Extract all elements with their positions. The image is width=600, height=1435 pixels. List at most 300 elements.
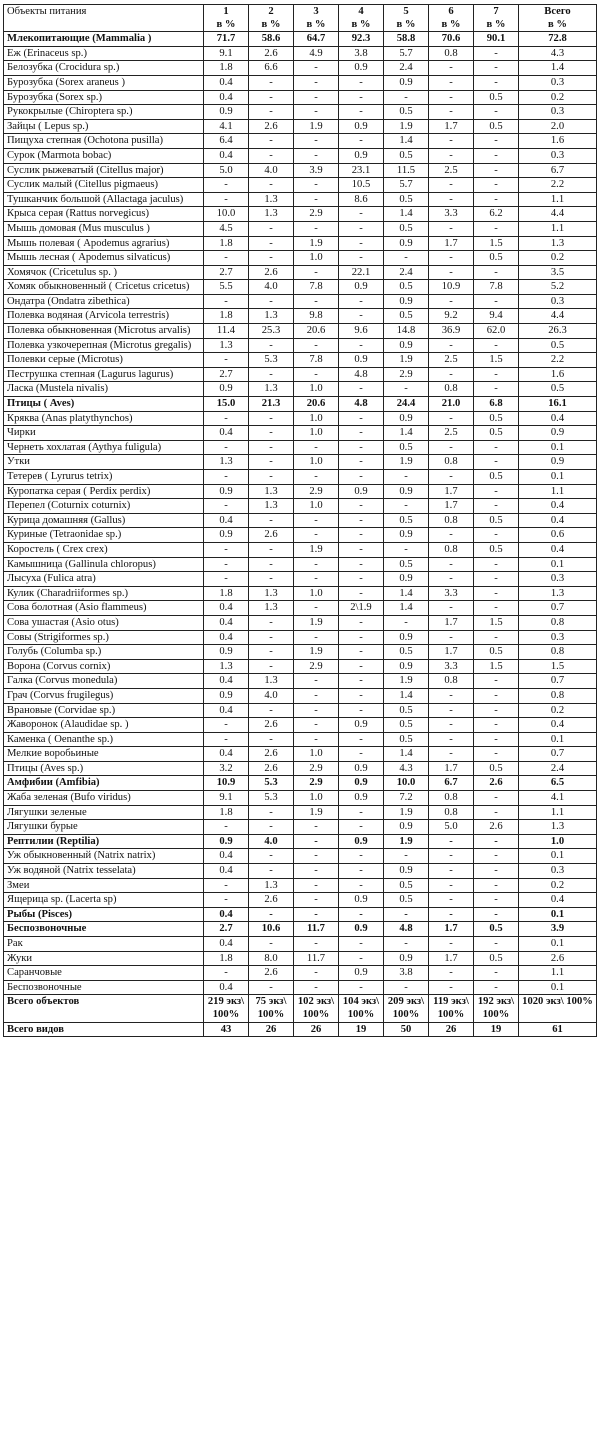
cell-value: 1.5 <box>474 353 519 368</box>
table-row <box>4 586 597 601</box>
cell-value: 1.7 <box>429 761 474 776</box>
cell-value: 4.8 <box>339 367 384 382</box>
cell-value: 0.8 <box>429 674 474 689</box>
cell-value: - <box>474 134 519 149</box>
cell-value: 23.1 <box>339 163 384 178</box>
cell-total: 0.4 <box>519 718 597 733</box>
cell-total: 0.8 <box>519 645 597 660</box>
cell-total: 0.4 <box>519 513 597 528</box>
cell-value: - <box>339 732 384 747</box>
cell-value: 0.5 <box>384 732 429 747</box>
row-label: Саранчовые <box>4 966 204 981</box>
row-label: Коростель ( Crex crex) <box>4 542 204 557</box>
cell-value: 5.3 <box>249 791 294 806</box>
cell-value: 3.3 <box>429 207 474 222</box>
cell-value: - <box>294 75 339 90</box>
cell-value: 7.8 <box>474 280 519 295</box>
cell-value: 1.7 <box>429 119 474 134</box>
cell-value: 1.4 <box>384 207 429 222</box>
cell-value: - <box>429 61 474 76</box>
cell-value: 20.6 <box>294 397 339 412</box>
cell-total: 0.2 <box>519 90 597 105</box>
cell-total: 1.1 <box>519 221 597 236</box>
row-label: Всего объектов <box>4 995 204 1022</box>
cell-value: 4.0 <box>249 834 294 849</box>
table-row <box>4 397 597 412</box>
cell-value: 119 экз\ 100% <box>429 995 474 1022</box>
cell-value: 1.0 <box>294 791 339 806</box>
cell-value: 1.4 <box>384 688 429 703</box>
cell-value: - <box>294 718 339 733</box>
cell-value: 192 экз\ 100% <box>474 995 519 1022</box>
cell-value: 1.9 <box>294 119 339 134</box>
row-label: Жаба зеленая (Bufo viridus) <box>4 791 204 806</box>
cell-value: 1.5 <box>474 615 519 630</box>
cell-value: - <box>474 718 519 733</box>
cell-value: - <box>339 294 384 309</box>
row-label: Ящерица sp. (Lacerta sp) <box>4 893 204 908</box>
cell-total: 61 <box>519 1022 597 1037</box>
table-row <box>4 791 597 806</box>
cell-value: - <box>429 90 474 105</box>
cell-total: 1.3 <box>519 236 597 251</box>
cell-value: - <box>474 46 519 61</box>
cell-value: 102 экз\ 100% <box>294 995 339 1022</box>
cell-value: - <box>429 601 474 616</box>
cell-value: 5.0 <box>204 163 249 178</box>
cell-value: 0.4 <box>204 90 249 105</box>
row-label: Ласка (Mustela nivalis) <box>4 382 204 397</box>
cell-value: 0.4 <box>204 980 249 995</box>
cell-value: 1.0 <box>294 499 339 514</box>
cell-total: 2.4 <box>519 761 597 776</box>
cell-value: 0.8 <box>429 513 474 528</box>
cell-value: - <box>474 338 519 353</box>
cell-value: - <box>249 572 294 587</box>
cell-total: 1.6 <box>519 367 597 382</box>
cell-value: - <box>249 557 294 572</box>
cell-value: 0.9 <box>339 353 384 368</box>
cell-value: - <box>294 192 339 207</box>
cell-value: - <box>339 820 384 835</box>
cell-value: 1.0 <box>294 251 339 266</box>
cell-total: 0.1 <box>519 470 597 485</box>
cell-value: - <box>294 221 339 236</box>
cell-value: 0.5 <box>384 148 429 163</box>
cell-value: 0.5 <box>474 761 519 776</box>
cell-value: 1.4 <box>384 747 429 762</box>
cell-value: 75 экз\ 100% <box>249 995 294 1022</box>
table-row <box>4 75 597 90</box>
cell-value: 0.9 <box>339 761 384 776</box>
cell-value: - <box>474 601 519 616</box>
cell-value: - <box>339 645 384 660</box>
row-label: Каменка ( Oenanthe sp.) <box>4 732 204 747</box>
cell-value: 0.9 <box>384 951 429 966</box>
table-header-row <box>4 5 597 32</box>
cell-value: 0.5 <box>474 951 519 966</box>
row-label: Куриные (Tetraonidae sp.) <box>4 528 204 543</box>
cell-value: 4.5 <box>204 221 249 236</box>
cell-value: - <box>429 572 474 587</box>
cell-value: 1.3 <box>249 499 294 514</box>
cell-value: 1.3 <box>249 484 294 499</box>
cell-value: 6.2 <box>474 207 519 222</box>
cell-value: - <box>474 878 519 893</box>
cell-value: 0.9 <box>384 659 429 674</box>
table-row <box>4 280 597 295</box>
cell-value: - <box>204 499 249 514</box>
cell-value: - <box>474 265 519 280</box>
cell-value: - <box>249 251 294 266</box>
cell-value: 58.6 <box>249 32 294 47</box>
cell-value: 0.4 <box>204 630 249 645</box>
cell-value: - <box>294 557 339 572</box>
cell-value: - <box>339 747 384 762</box>
cell-value: - <box>249 75 294 90</box>
cell-value: 9.6 <box>339 324 384 339</box>
row-label: Лягушки бурые <box>4 820 204 835</box>
row-label: Грач (Corvus frugilegus) <box>4 688 204 703</box>
header-col-total: Всего в % <box>519 5 597 32</box>
cell-value: - <box>249 440 294 455</box>
row-label: Чернеть хохлатая (Aythya fuligula) <box>4 440 204 455</box>
table-row <box>4 572 597 587</box>
cell-value: - <box>384 90 429 105</box>
cell-value: - <box>474 966 519 981</box>
cell-total: 0.7 <box>519 747 597 762</box>
cell-value: 58.8 <box>384 32 429 47</box>
cell-value: - <box>204 192 249 207</box>
row-label: Хомяк обыкновенный ( Cricetus cricetus) <box>4 280 204 295</box>
cell-total: 0.1 <box>519 907 597 922</box>
cell-value: - <box>429 338 474 353</box>
cell-value: - <box>294 470 339 485</box>
table-row <box>4 411 597 426</box>
cell-value: - <box>249 134 294 149</box>
cell-value: - <box>429 411 474 426</box>
cell-value: 5.7 <box>384 46 429 61</box>
cell-value: 0.4 <box>204 849 249 864</box>
cell-value: 0.5 <box>384 703 429 718</box>
cell-value: 1.9 <box>384 353 429 368</box>
cell-value: 0.4 <box>204 148 249 163</box>
cell-total: 0.7 <box>519 601 597 616</box>
table-row <box>4 922 597 937</box>
table-row <box>4 703 597 718</box>
cell-value: 10.9 <box>429 280 474 295</box>
header-col-5: 5 в % <box>384 5 429 32</box>
row-label: Ондатра (Ondatra zibethica) <box>4 294 204 309</box>
cell-value: 5.3 <box>249 776 294 791</box>
cell-value: - <box>249 805 294 820</box>
cell-value: - <box>474 747 519 762</box>
row-label: Беспозвоночные <box>4 922 204 937</box>
cell-total: 0.3 <box>519 75 597 90</box>
cell-value: - <box>339 411 384 426</box>
cell-value: 0.4 <box>204 747 249 762</box>
cell-value: 0.4 <box>204 907 249 922</box>
cell-value: - <box>429 75 474 90</box>
row-label: Чирки <box>4 426 204 441</box>
table-row <box>4 601 597 616</box>
cell-value: 11.5 <box>384 163 429 178</box>
cell-value: 0.5 <box>474 542 519 557</box>
cell-value: - <box>294 966 339 981</box>
cell-value: - <box>339 951 384 966</box>
cell-value: - <box>339 455 384 470</box>
cell-value: - <box>384 251 429 266</box>
cell-total: 4.4 <box>519 207 597 222</box>
cell-value: 26 <box>294 1022 339 1037</box>
cell-value: 1.3 <box>249 586 294 601</box>
cell-value: - <box>474 163 519 178</box>
cell-total: 1.6 <box>519 134 597 149</box>
cell-value: 0.5 <box>384 893 429 908</box>
row-label: Рыбы (Pisces) <box>4 907 204 922</box>
cell-value: 0.5 <box>474 470 519 485</box>
cell-value: - <box>294 849 339 864</box>
cell-value: 0.9 <box>204 484 249 499</box>
cell-value: - <box>339 586 384 601</box>
cell-total: 6.7 <box>519 163 597 178</box>
cell-value: 2.9 <box>384 367 429 382</box>
cell-value: - <box>474 937 519 952</box>
table-row <box>4 761 597 776</box>
table-row <box>4 353 597 368</box>
cell-value: 0.5 <box>474 645 519 660</box>
cell-value: 3.9 <box>294 163 339 178</box>
cell-value: - <box>294 294 339 309</box>
cell-value: - <box>339 499 384 514</box>
cell-value: - <box>429 294 474 309</box>
table-row <box>4 367 597 382</box>
table-row <box>4 455 597 470</box>
cell-total: 1.1 <box>519 192 597 207</box>
cell-value: - <box>429 470 474 485</box>
cell-value: - <box>204 440 249 455</box>
cell-total: 1.3 <box>519 586 597 601</box>
cell-value: - <box>429 718 474 733</box>
cell-value: 1.7 <box>429 645 474 660</box>
table-row <box>4 163 597 178</box>
cell-value: 21.0 <box>429 397 474 412</box>
cell-value: - <box>474 440 519 455</box>
cell-value: 1.8 <box>204 805 249 820</box>
cell-value: - <box>384 499 429 514</box>
header-col-2: 2 в % <box>249 5 294 32</box>
cell-value: - <box>339 338 384 353</box>
cell-value: - <box>294 61 339 76</box>
cell-value: - <box>294 878 339 893</box>
cell-value: - <box>339 105 384 120</box>
cell-total: 0.3 <box>519 148 597 163</box>
cell-value: - <box>474 893 519 908</box>
cell-value: 0.8 <box>429 455 474 470</box>
table-row <box>4 513 597 528</box>
cell-value: 6.7 <box>429 776 474 791</box>
cell-total: 1.5 <box>519 659 597 674</box>
cell-value: 50 <box>384 1022 429 1037</box>
cell-total: 0.1 <box>519 557 597 572</box>
cell-value: 4.8 <box>339 397 384 412</box>
cell-value: - <box>249 907 294 922</box>
cell-value: 0.9 <box>384 484 429 499</box>
cell-value: - <box>249 980 294 995</box>
row-label: Мелкие воробьиные <box>4 747 204 762</box>
table-row <box>4 426 597 441</box>
cell-value: - <box>474 484 519 499</box>
cell-value: - <box>294 893 339 908</box>
cell-value: 14.8 <box>384 324 429 339</box>
cell-value: 0.4 <box>204 703 249 718</box>
row-label: Суслик рыжеватый (Citellus major) <box>4 163 204 178</box>
table-row <box>4 893 597 908</box>
cell-value: 0.4 <box>204 75 249 90</box>
row-label: Уж водяной (Natrix tesselata) <box>4 864 204 879</box>
cell-value: 219 экз\ 100% <box>204 995 249 1022</box>
cell-value: 0.9 <box>204 382 249 397</box>
cell-value: - <box>474 805 519 820</box>
cell-value: - <box>339 440 384 455</box>
cell-value: 0.5 <box>384 192 429 207</box>
cell-value: - <box>474 294 519 309</box>
row-label: Сурок (Marmota bobac) <box>4 148 204 163</box>
header-col-7: 7 в % <box>474 5 519 32</box>
cell-total: 0.7 <box>519 674 597 689</box>
table-row <box>4 382 597 397</box>
cell-value: 4.3 <box>384 761 429 776</box>
cell-value: - <box>429 221 474 236</box>
table-row <box>4 966 597 981</box>
row-label: Рукокрылые (Chiroptera sp.) <box>4 105 204 120</box>
cell-value: 1.3 <box>249 601 294 616</box>
cell-value: 0.9 <box>204 528 249 543</box>
cell-value: 2.6 <box>249 966 294 981</box>
cell-value: - <box>294 134 339 149</box>
cell-value: - <box>429 864 474 879</box>
cell-value: - <box>339 980 384 995</box>
cell-value: 2.6 <box>249 718 294 733</box>
table-row <box>4 659 597 674</box>
cell-value: - <box>429 732 474 747</box>
row-label: Пеструшка степная (Lagurus lagurus) <box>4 367 204 382</box>
row-label: Полевка обыкновенная (Microtus arvalis) <box>4 324 204 339</box>
cell-value: 0.9 <box>384 572 429 587</box>
cell-value: 0.4 <box>204 674 249 689</box>
cell-value: - <box>339 251 384 266</box>
cell-value: - <box>429 937 474 952</box>
cell-value: 0.9 <box>384 338 429 353</box>
row-label: Полевки серые (Microtus) <box>4 353 204 368</box>
cell-value: 10.5 <box>339 178 384 193</box>
table-row <box>4 61 597 76</box>
cell-value: 1.8 <box>204 61 249 76</box>
cell-value: - <box>294 572 339 587</box>
cell-value: - <box>474 221 519 236</box>
cell-value: - <box>294 105 339 120</box>
cell-total: 0.1 <box>519 849 597 864</box>
cell-value: 2.6 <box>249 761 294 776</box>
cell-value: - <box>204 966 249 981</box>
cell-value: - <box>339 659 384 674</box>
cell-value: 0.9 <box>384 630 429 645</box>
header-col-4: 4 в % <box>339 5 384 32</box>
cell-value: 1.3 <box>249 674 294 689</box>
cell-value: 2.6 <box>249 46 294 61</box>
row-label: Жуки <box>4 951 204 966</box>
cell-value: - <box>474 75 519 90</box>
cell-value: - <box>249 703 294 718</box>
cell-value: - <box>429 134 474 149</box>
cell-value: 0.4 <box>204 615 249 630</box>
table-row <box>4 718 597 733</box>
cell-value: - <box>474 791 519 806</box>
cell-value: 22.1 <box>339 265 384 280</box>
cell-value: 1.0 <box>294 586 339 601</box>
cell-value: 0.9 <box>339 148 384 163</box>
cell-value: - <box>429 367 474 382</box>
cell-value: - <box>339 470 384 485</box>
cell-total: 3.5 <box>519 265 597 280</box>
table-row <box>4 907 597 922</box>
header-col-3: 3 в % <box>294 5 339 32</box>
cell-value: - <box>384 980 429 995</box>
cell-value: - <box>429 747 474 762</box>
cell-value: 0.5 <box>384 513 429 528</box>
cell-value: 10.0 <box>384 776 429 791</box>
cell-total: 0.2 <box>519 251 597 266</box>
cell-value: - <box>474 688 519 703</box>
cell-value: - <box>339 513 384 528</box>
cell-value: 0.9 <box>339 893 384 908</box>
cell-value: 1.3 <box>249 192 294 207</box>
cell-value: 62.0 <box>474 324 519 339</box>
cell-value: - <box>249 513 294 528</box>
cell-value: - <box>249 90 294 105</box>
table-row <box>4 688 597 703</box>
row-label: Птицы (Aves sp.) <box>4 761 204 776</box>
cell-value: 2.7 <box>204 367 249 382</box>
cell-value: - <box>204 542 249 557</box>
cell-total: 2.2 <box>519 353 597 368</box>
cell-value: - <box>429 834 474 849</box>
table-row <box>4 32 597 47</box>
cell-total: 0.2 <box>519 878 597 893</box>
cell-value: - <box>384 907 429 922</box>
cell-total: 3.9 <box>519 922 597 937</box>
cell-value: - <box>429 528 474 543</box>
cell-value: - <box>249 221 294 236</box>
cell-value: 19 <box>339 1022 384 1037</box>
cell-value: 9.1 <box>204 46 249 61</box>
cell-total: 0.6 <box>519 528 597 543</box>
cell-value: 1.9 <box>384 674 429 689</box>
cell-value: 6.8 <box>474 397 519 412</box>
cell-value: 4.9 <box>294 46 339 61</box>
cell-value: - <box>339 907 384 922</box>
cell-value: 0.5 <box>474 513 519 528</box>
cell-value: - <box>294 834 339 849</box>
cell-value: - <box>204 294 249 309</box>
cell-value: - <box>294 907 339 922</box>
cell-value: - <box>294 732 339 747</box>
row-label: Ворона (Corvus cornix) <box>4 659 204 674</box>
table-row <box>4 484 597 499</box>
cell-value: - <box>339 75 384 90</box>
cell-value: - <box>294 980 339 995</box>
cell-total: 0.1 <box>519 937 597 952</box>
